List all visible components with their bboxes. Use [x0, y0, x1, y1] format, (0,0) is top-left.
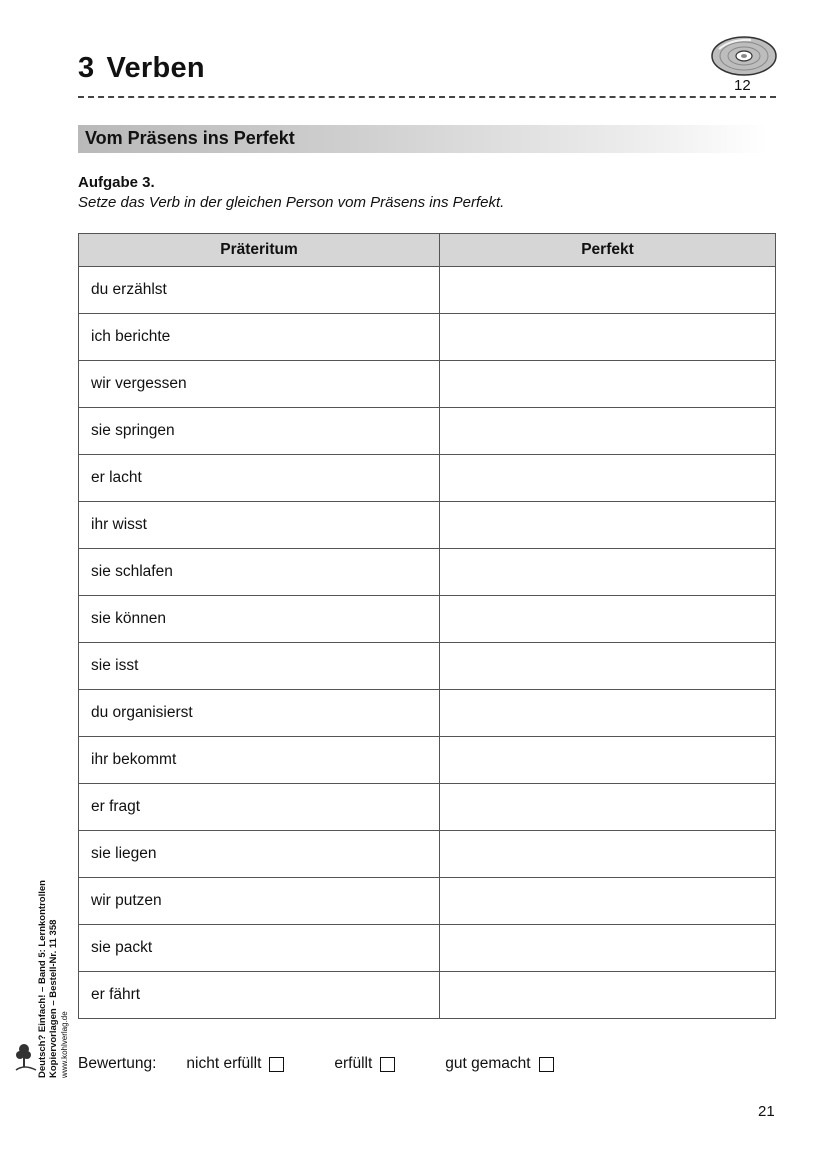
answer-cell[interactable]	[440, 784, 776, 831]
table-row	[79, 314, 776, 361]
table-row	[79, 596, 776, 643]
column-header-perfekt: Perfekt	[440, 234, 776, 267]
verb-cell: er fragt	[79, 784, 440, 831]
verb-cell: sie springen	[79, 408, 440, 455]
table-row	[79, 502, 776, 549]
verb-cell: er lacht	[79, 455, 440, 502]
table-row	[79, 361, 776, 408]
section-header	[78, 125, 768, 153]
rating-option-label: gut gemacht	[445, 1055, 531, 1072]
publisher-logo-icon	[14, 1040, 40, 1074]
rating-option-erfuellt	[334, 1055, 395, 1073]
rating-row	[78, 1055, 604, 1073]
answer-cell[interactable]	[440, 361, 776, 408]
answer-cell[interactable]	[440, 643, 776, 690]
table-row	[79, 784, 776, 831]
answer-cell[interactable]	[440, 596, 776, 643]
chapter-name: Verben	[106, 52, 205, 84]
verb-cell: ihr bekommt	[79, 737, 440, 784]
answer-cell[interactable]	[440, 925, 776, 972]
answer-cell[interactable]	[440, 314, 776, 361]
answer-cell[interactable]	[440, 737, 776, 784]
table-row	[79, 925, 776, 972]
answer-cell[interactable]	[440, 455, 776, 502]
verb-cell: sie schlafen	[79, 549, 440, 596]
table-row	[79, 643, 776, 690]
chapter-title	[78, 52, 205, 85]
task-label: Aufgabe 3.	[78, 174, 155, 191]
verb-cell: wir vergessen	[79, 361, 440, 408]
rating-label: Bewertung:	[78, 1055, 157, 1072]
verb-cell: du erzählst	[79, 267, 440, 314]
publisher-note-line-2: Kopiervorlagen – Bestell-Nr. 11 358	[48, 919, 59, 1078]
rating-option-label: erfüllt	[334, 1055, 373, 1072]
chapter-number: 3	[78, 52, 95, 84]
answer-cell[interactable]	[440, 267, 776, 314]
verb-cell: sie isst	[79, 643, 440, 690]
answer-cell[interactable]	[440, 549, 776, 596]
answer-cell[interactable]	[440, 408, 776, 455]
answer-cell[interactable]	[440, 878, 776, 925]
table-row	[79, 408, 776, 455]
answer-cell[interactable]	[440, 831, 776, 878]
publisher-note	[37, 788, 70, 1078]
verb-cell: ich berichte	[79, 314, 440, 361]
answer-cell[interactable]	[440, 690, 776, 737]
page-number: 21	[758, 1103, 775, 1120]
table-row	[79, 831, 776, 878]
rating-checkbox-erfuellt[interactable]	[380, 1057, 395, 1072]
verb-cell: ihr wisst	[79, 502, 440, 549]
verb-cell: er fährt	[79, 972, 440, 1019]
verb-cell: wir putzen	[79, 878, 440, 925]
verb-cell: sie können	[79, 596, 440, 643]
verb-cell: sie packt	[79, 925, 440, 972]
table-row	[79, 972, 776, 1019]
answer-cell[interactable]	[440, 502, 776, 549]
cd-icon	[711, 35, 777, 77]
table-header-row	[79, 234, 776, 267]
publisher-note-line-1: Deutsch? Einfach! – Band 5: Lernkontrollen	[37, 880, 48, 1078]
table-row	[79, 690, 776, 737]
verb-table	[78, 233, 776, 1019]
rating-option-label: nicht erfüllt	[186, 1055, 262, 1072]
rating-checkbox-nicht-erfuellt[interactable]	[269, 1057, 284, 1072]
table-row	[79, 267, 776, 314]
section-title: Vom Präsens ins Perfekt	[85, 128, 295, 148]
rating-checkbox-gut-gemacht[interactable]	[539, 1057, 554, 1072]
rating-option-nicht-erfuellt	[186, 1055, 284, 1073]
column-header-praeteritum: Präteritum	[79, 234, 440, 267]
header-divider	[78, 96, 776, 98]
publisher-url: www.kohlverlag.de	[60, 1011, 69, 1078]
table-row	[79, 549, 776, 596]
verb-cell: du organisierst	[79, 690, 440, 737]
answer-cell[interactable]	[440, 972, 776, 1019]
rating-option-gut-gemacht	[445, 1055, 553, 1073]
task-instruction: Setze das Verb in der gleichen Person vom Präsens ins Perfekt.	[78, 194, 505, 211]
table-row	[79, 737, 776, 784]
verb-cell: sie liegen	[79, 831, 440, 878]
table-row	[79, 455, 776, 502]
cd-track-number: 12	[734, 77, 751, 94]
table-row	[79, 878, 776, 925]
